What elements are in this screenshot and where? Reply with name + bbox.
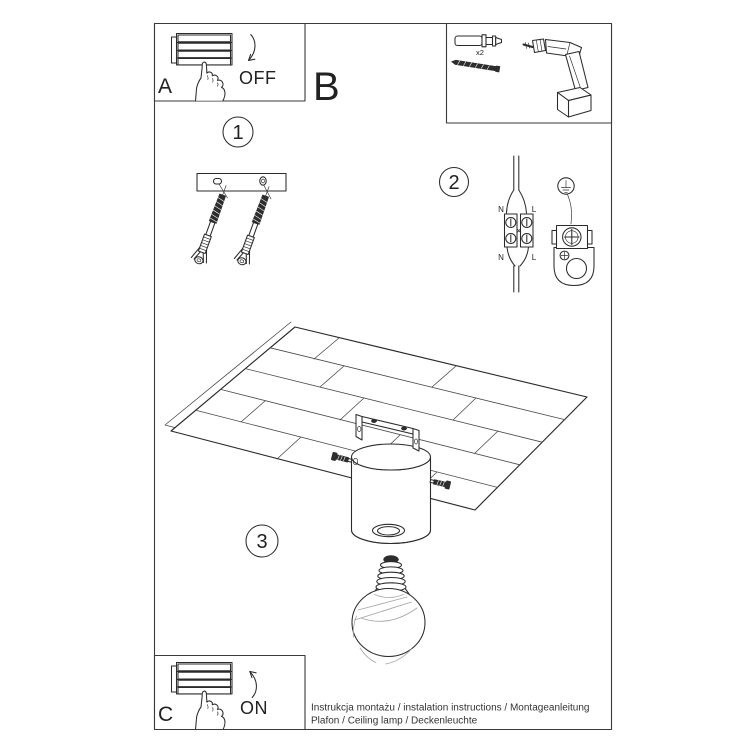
parts-box-border (447, 24, 612, 124)
included-parts-box (447, 24, 612, 124)
dowel-qty-label: x2 (476, 48, 484, 57)
power-off-panel (155, 24, 306, 102)
lamp-base-cylinder-icon (352, 444, 431, 544)
step-3 (165, 322, 587, 557)
off-label: OFF (239, 68, 277, 88)
footer-line-1: Instrukcja montażu / instalation instructions / Montageanleitung (311, 702, 590, 714)
step-1-number: 1 (232, 122, 244, 144)
terminal-block-wiring-icon (505, 156, 534, 292)
wire-l-top-label: L (531, 205, 537, 214)
section-b-label: B (313, 65, 340, 109)
wire-n-bottom-label: N (498, 253, 504, 262)
earth-clamp-bracket-icon (552, 195, 594, 286)
earth-symbol-icon (558, 178, 574, 194)
on-label: ON (240, 698, 268, 718)
step-3-number: 3 (256, 531, 268, 553)
step-1 (190, 117, 286, 267)
panel-a-label: A (158, 75, 173, 98)
footer-line-2: Plafon / Ceiling lamp / Deckenleuchte (311, 715, 478, 727)
light-bulb-icon (352, 556, 425, 665)
wire-l-bottom-label: L (531, 253, 537, 262)
mounting-strap-icon (197, 174, 286, 192)
power-on-panel (155, 656, 306, 730)
step-2-number: 2 (448, 172, 460, 194)
panel-c-label: C (158, 703, 174, 726)
footer (311, 703, 590, 727)
step-2 (440, 156, 595, 292)
wire-n-top-label: N (498, 205, 504, 214)
